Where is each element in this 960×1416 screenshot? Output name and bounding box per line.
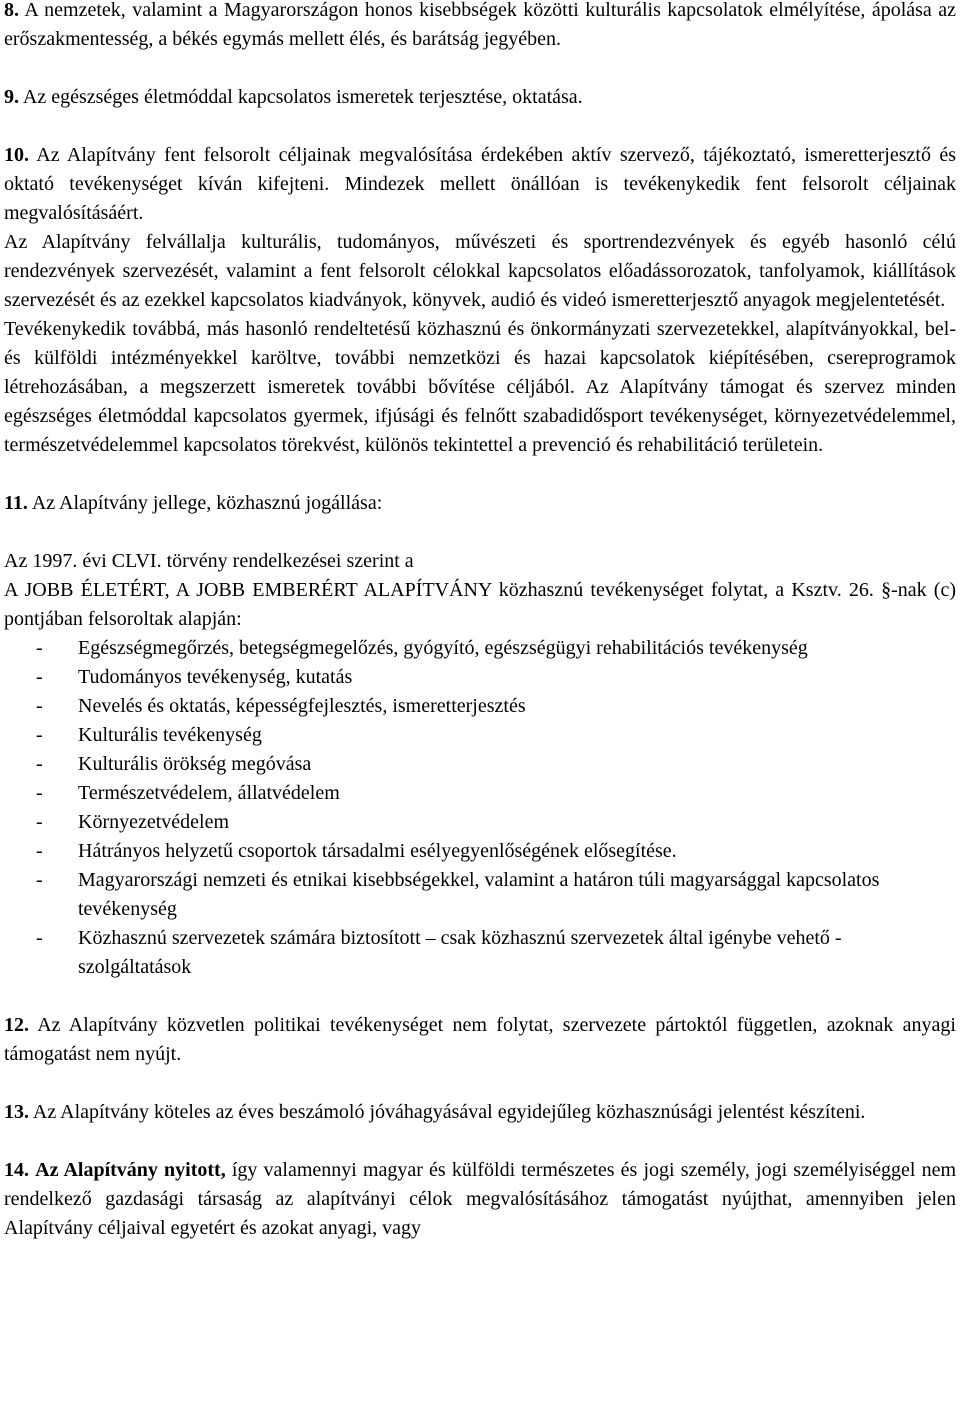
list-item: - Környezetvédelem [4, 808, 956, 837]
paragraph-bold-lead: Az Alapítvány nyitott, [35, 1159, 226, 1181]
list-item: - Kulturális örökség megóvása [4, 750, 956, 779]
paragraph-text: Az Alapítvány jellege, közhasznú jogállása: [31, 492, 383, 514]
paragraph-8 [4, 0, 956, 54]
paragraph-number: 14. [4, 1159, 29, 1181]
paragraph-14 [4, 1156, 956, 1243]
paragraph-text: A nemzetek, valamint a Magyarországon honos kisebbségek közötti kulturális kapcsolatok elmélyítése, ápolása az erőszakmentesség, a békés egymás mellett élés, és barátság jegyében. [4, 0, 956, 50]
paragraph-text: Az egészséges életmóddal kapcsolatos ismeretek terjesztése, oktatása. [22, 86, 583, 108]
activity-list [4, 634, 956, 982]
document-page [4, 0, 956, 1243]
dash-bullet: - [36, 637, 43, 659]
paragraph-number: 11. [4, 492, 28, 514]
paragraph-12 [4, 1011, 956, 1069]
paragraph-text: így valamennyi magyar és külföldi természetes és jogi személy, jogi személyiséggel nem rendelkező gazdasági társaság az alapítványi célok megvalósításához támogatást nyújthat, amennyiben jelen Alapítvány céljaival egyetért és azokat anyagi, vagy [4, 1159, 957, 1239]
dash-bullet: - [36, 782, 43, 804]
dash-bullet: - [36, 724, 43, 746]
list-item: - Tudományos tevékenység, kutatás [4, 663, 956, 692]
dash-bullet: - [36, 927, 43, 949]
list-item: - Közhasznú szervezetek számára biztosított – csak közhasznú szervezetek által igénybe vehető - szolgáltatások [4, 924, 956, 982]
paragraph-text: Az Alapítvány közvetlen politikai tevékenységet nem folytat, szervezete pártoktól független, azoknak anyagi támogatást nem nyújt. [4, 1014, 956, 1065]
dash-bullet: - [36, 666, 43, 688]
dash-bullet: - [36, 695, 43, 717]
list-item: - Hátrányos helyzetű csoportok társadalmi esélyegyenlőségének elősegítése. [4, 837, 956, 866]
dash-bullet: - [36, 811, 43, 833]
list-item: - Természetvédelem, állatvédelem [4, 779, 956, 808]
paragraph-10-part-3: Tevékenykedik továbbá, más hasonló rendeltetésű közhasznú és önkormányzati szervezetekkel, alapítványokkal, bel- és külföldi intézményekkel karöltve, további nemzetközi és hazai kapcsolatok kiépítésében, csereprogramok létrehozásában, a megszerzett ismeretek további bővítése céljából. Az Alapítvány támogat és szervez minden egészséges életmóddal kapcsolatos gyermek, ifjúsági és felnőtt szabadidősport tevékenységet, környezetvédelemmel, természetvédelemmel kapcsolatos törekvést, különös tekintettel a prevenció és rehabilitáció területein. [4, 318, 956, 456]
list-item: - Magyarországi nemzeti és etnikai kisebbségekkel, valamint a határon túli magyarsággal kapcsolatos tevékenység [4, 866, 956, 924]
foundation-statement: A JOBB ÉLETÉRT, A JOBB EMBERÉRT ALAPÍTVÁNY közhasznú tevékenységet folytat, a Ksztv. 26. §-nak (c) pontjában felsoroltak alapján: [4, 579, 956, 630]
paragraph-number: 8. [4, 0, 19, 21]
dash-bullet: - [36, 869, 43, 891]
paragraph-text: Az Alapítvány köteles az éves beszámoló jóváhagyásával egyidejűleg közhasznúsági jelentést készíteni. [32, 1101, 866, 1123]
paragraph-number: 10. [4, 144, 29, 166]
paragraph-11 [4, 489, 956, 518]
paragraph-text: Az Alapítvány fent felsorolt céljainak megvalósítása érdekében aktív szervező, tájékoztató, ismeretterjesztő és oktató tevékenységet kíván kifejteni. Mindezek mellett önállóan is tevékenykedik fent felsorolt céljainak megvalósításáért. [4, 144, 957, 224]
law-reference-line: Az 1997. évi CLVI. törvény rendelkezései szerint a [4, 550, 414, 572]
dash-bullet: - [36, 840, 43, 862]
paragraph-9 [4, 83, 956, 112]
list-item: - Nevelés és oktatás, képességfejlesztés, ismeretterjesztés [4, 692, 956, 721]
list-item: - Kulturális tevékenység [4, 721, 956, 750]
paragraph-number: 9. [4, 86, 19, 108]
dash-bullet: - [36, 753, 43, 775]
paragraph-10 [4, 141, 956, 228]
paragraph-10-part-2: Az Alapítvány felvállalja kulturális, tudományos, művészeti és sportrendezvények és egyéb hasonló célú rendezvények szervezését, valamint a fent felsorolt célokkal kapcsolatos előadássorozatok, tanfolyamok, kiállítások szervezését és az ezekkel kapcsolatos kiadványok, könyvek, audió és videó ismeretterjesztő anyagok megjelentetését. [4, 231, 956, 311]
paragraph-number: 13. [4, 1101, 29, 1123]
paragraph-number: 12. [4, 1014, 29, 1036]
list-item: - Egészségmegőrzés, betegségmegelőzés, gyógyító, egészségügyi rehabilitációs tevékenység [4, 634, 956, 663]
paragraph-13 [4, 1098, 956, 1127]
